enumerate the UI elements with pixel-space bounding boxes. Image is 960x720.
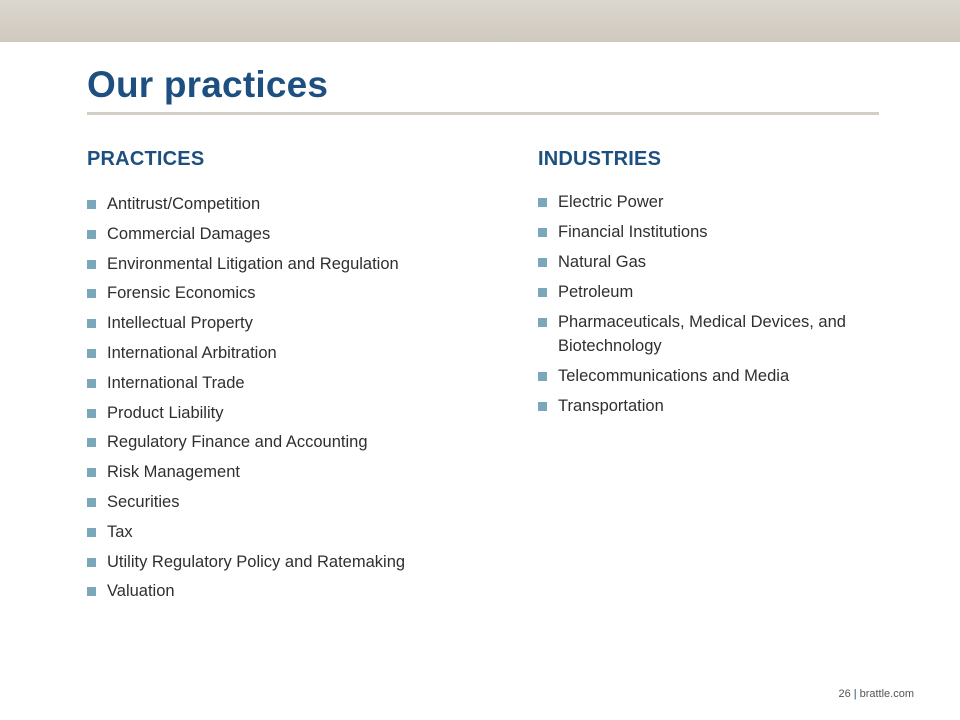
list-item bbox=[87, 281, 487, 305]
footer-separator: | bbox=[853, 688, 857, 700]
list-item bbox=[87, 401, 487, 425]
list-item bbox=[538, 250, 898, 274]
list-item-label: Risk Management bbox=[107, 463, 240, 482]
square-bullet-icon bbox=[87, 379, 96, 388]
list-item-label: Telecommunications and Media bbox=[558, 367, 790, 385]
list-item bbox=[538, 190, 898, 214]
list-item bbox=[87, 550, 487, 574]
practices-column bbox=[87, 148, 487, 609]
square-bullet-icon bbox=[538, 318, 547, 327]
square-bullet-icon bbox=[538, 402, 547, 411]
list-item-label: International Arbitration bbox=[107, 343, 277, 362]
list-item bbox=[538, 394, 898, 418]
square-bullet-icon bbox=[87, 409, 96, 418]
list-item bbox=[87, 490, 487, 514]
list-item-label: Utility Regulatory Policy and Ratemaking bbox=[107, 552, 406, 571]
square-bullet-icon bbox=[87, 438, 96, 447]
square-bullet-icon bbox=[538, 198, 547, 207]
square-bullet-icon bbox=[87, 498, 96, 507]
list-item-label: Transportation bbox=[558, 397, 664, 415]
square-bullet-icon bbox=[87, 200, 96, 209]
footer bbox=[838, 688, 914, 700]
list-item-label: Antitrust/Competition bbox=[107, 195, 261, 213]
square-bullet-icon bbox=[87, 587, 96, 596]
list-item-label: Forensic Economics bbox=[107, 284, 256, 303]
list-item bbox=[87, 371, 487, 395]
list-item-label: Valuation bbox=[107, 582, 175, 601]
industries-heading: INDUSTRIES bbox=[538, 148, 662, 170]
list-item bbox=[538, 310, 898, 358]
square-bullet-icon bbox=[87, 468, 96, 477]
list-item-label: Tax bbox=[107, 522, 133, 541]
practices-heading: PRACTICES bbox=[87, 148, 205, 170]
list-item-label: Securities bbox=[107, 492, 180, 511]
list-item-label: Natural Gas bbox=[558, 253, 647, 271]
list-item bbox=[87, 579, 487, 603]
square-bullet-icon bbox=[538, 288, 547, 297]
list-item bbox=[87, 430, 487, 454]
list-item bbox=[87, 252, 487, 276]
list-item-label: Product Liability bbox=[107, 403, 224, 422]
square-bullet-icon bbox=[538, 228, 547, 237]
practices-list bbox=[87, 192, 487, 603]
list-item-label: International Trade bbox=[107, 373, 245, 392]
footer-site: brattle.com bbox=[859, 688, 914, 700]
list-item-label: Environmental Litigation and Regulation bbox=[107, 254, 399, 273]
square-bullet-icon bbox=[538, 258, 547, 267]
list-item bbox=[87, 341, 487, 365]
square-bullet-icon bbox=[538, 372, 547, 381]
list-item bbox=[538, 364, 898, 388]
list-item bbox=[538, 280, 898, 304]
square-bullet-icon bbox=[87, 230, 96, 239]
list-item-label: Electric Power bbox=[558, 193, 664, 211]
square-bullet-icon bbox=[87, 289, 96, 298]
list-item bbox=[538, 220, 898, 244]
square-bullet-icon bbox=[87, 349, 96, 358]
list-item-label: Pharmaceuticals, Medical Devices, and Biotechnology bbox=[558, 313, 846, 355]
square-bullet-icon bbox=[87, 260, 96, 269]
list-item bbox=[87, 460, 487, 484]
list-item bbox=[87, 311, 487, 335]
industries-column bbox=[538, 148, 898, 424]
industries-list bbox=[538, 190, 898, 418]
list-item-label: Petroleum bbox=[558, 283, 634, 301]
top-band bbox=[0, 0, 960, 42]
list-item-label: Regulatory Finance and Accounting bbox=[107, 433, 368, 452]
list-item bbox=[87, 192, 487, 216]
list-item-label: Commercial Damages bbox=[107, 224, 271, 243]
square-bullet-icon bbox=[87, 528, 96, 537]
square-bullet-icon bbox=[87, 558, 96, 567]
list-item-label: Intellectual Property bbox=[107, 314, 253, 333]
list-item bbox=[87, 222, 487, 246]
title-divider bbox=[87, 112, 879, 115]
page-title: Our practices bbox=[87, 64, 329, 105]
square-bullet-icon bbox=[87, 319, 96, 328]
list-item bbox=[87, 520, 487, 544]
page-number: 26 bbox=[838, 688, 851, 700]
list-item-label: Financial Institutions bbox=[558, 223, 708, 241]
